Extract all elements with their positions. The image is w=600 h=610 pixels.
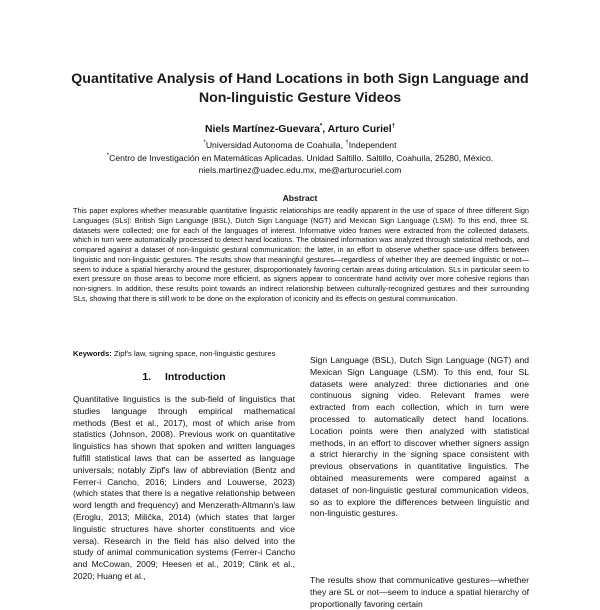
- author-2-mark: †: [391, 123, 396, 130]
- author-1-mark: *: [319, 123, 323, 130]
- author-emails: niels.martinez@uadec.edu.mx, me@arturocuriel.com: [198, 165, 402, 175]
- abstract-body: This paper explores whether measurable quantitative linguistic relationships are readily apparent in the use of space of three different Sign Languages (SLs): British Sign Language (BSL), Dutch Sign Language (NGT) and Mexican Sign Language (LSM). To this end, three SL datasets were collected; one for each of the languages of interest. Informative video frames were extracted from the collected datasets, which in turn were automatically processed to detect hand locations. The obtained information was analyzed through statistical methods, and compared against a dataset of non-linguistic gestural communication: the latter, in an effort to observe whether space-use differs between linguistic and non-linguistic gestures. The results show that meaningful gestures—regardless of whether they are deemed linguistic or not—seem to induce a spatial hierarchy around the gesturer, disproportionately favoring certain areas during articulation. SLs in particular seem to exert pressure on those areas to become more efficient, as signers appear to concentrate hand activity over more cohesive regions than non-signers. In addition, these results point towards an indirect relationship between culturally-recognized gestures and their surrounding SLs, showing that there is still work to be done on the exploration of iconicity and its effects on gestural communication.: [73, 206, 529, 303]
- affiliation-1: [40, 140, 560, 151]
- author-list: [40, 124, 560, 135]
- keywords-text: Zipf's law, signing space, non-linguistic gestures: [111, 349, 276, 358]
- title-line-2: Non-linguistic Gesture Videos: [198, 90, 402, 106]
- intro-right-column: Sign Language (BSL), Dutch Sign Language (NGT) and Mexican Sign Language (LSM). To this end, four SL datasets were analyzed: three dictionaries and one continuous signing video. Relevant frames were extracted from each collection, which in turn were processed to automatically detect hand locations. Location points were then analyzed with statistical methods, in an effort to discover whether signers assign a strict hierarchy in the signing space consistent with previous observations in quantitative linguistics. The obtained measurements were compared against a dataset of non-linguistic gestural communication videos, so as to explore the differences between linguistic and non-linguistic gestures.: [310, 355, 529, 519]
- affiliation-1-text: Universidad Autonoma de Coahuila,: [205, 140, 346, 150]
- author-1: Niels Martínez-Guevara: [204, 124, 320, 135]
- section-title: Introduction: [165, 372, 226, 383]
- section-heading: [73, 372, 295, 383]
- intro-right-paragraph-2: The results show that communicative gestures—whether they are SL or not—seem to induce a spatial hierarchy of proportionally favoring certain: [310, 575, 529, 609]
- title-line-1: Quantitative Analysis of Hand Locations in both Sign Language and: [71, 71, 529, 87]
- affiliation-2-text: Centro de Investigación en Matemáticas Aplicadas. Unidad Saltillo. Saltillo, Coahuila, 25280, México.: [109, 153, 494, 163]
- paper-title: [40, 70, 560, 108]
- intro-left-column: Quantitative linguistics is the sub-field of linguistics that studies language through empirical mathematical methods (Best et al., 2017), most of which arise from statistics (Johnson, 2008). Previous work on quantitative linguistics has shown that spoken and written languages fulfill statistical laws that can be asserted as language universals; notably Zipf's law of abbreviation (Bentz and Ferrer-i Cancho, 2016; Linders and Louwerse, 2023) (which states that there is a negative relationship between word length and frequency) and Menzerath-Altmann's law (Eroglu, 2013; Milička, 2014) (which states that larger linguistic structures have shorter constituents and vice versa). Research in the field has also delved into the study of animal communication systems (Ferrer-i Cancho and McCowan, 2009; Heesen et al., 2019; Clink et al., 2020; Huang et al.,: [73, 394, 295, 581]
- affiliation-1-mark: *: [203, 140, 206, 147]
- author-separator: ,: [322, 124, 328, 135]
- affiliation-2: [40, 153, 560, 164]
- section-number: 1.: [142, 372, 152, 383]
- author-2: Arturo Curiel: [327, 124, 392, 135]
- keywords-label: Keywords:: [73, 349, 112, 358]
- affiliation-1b-text: Independent: [348, 140, 397, 150]
- affiliation-2-mark: *: [106, 153, 110, 160]
- affiliation-1b-mark: †: [345, 140, 349, 147]
- abstract-heading: Abstract: [282, 193, 318, 203]
